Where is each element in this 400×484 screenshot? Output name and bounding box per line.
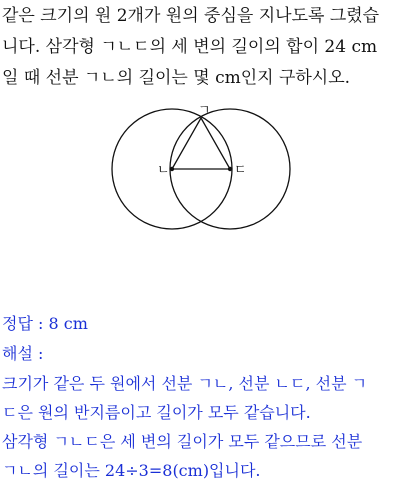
explanation-line-1: 크기가 같은 두 원에서 선분 ㄱㄴ, 선분 ㄴㄷ, 선분 ㄱ bbox=[2, 374, 368, 393]
answer-row bbox=[2, 314, 398, 334]
vertex-label-right: ㄷ bbox=[234, 163, 247, 178]
vertex-label-left: ㄴ bbox=[157, 163, 170, 178]
left-center-dot bbox=[170, 167, 174, 171]
question-line-2: 니다. 삼각형 ㄱㄴㄷ의 세 변의 길이의 합이 24 cm bbox=[2, 37, 378, 57]
explanation-line-4: ㄱㄴ의 길이는 24÷3=8(cm)입니다. bbox=[2, 461, 261, 480]
explanation-line-2: ㄷ은 원의 반지름이고 길이가 모두 같습니다. bbox=[2, 403, 311, 422]
explanation-label: 해설 : bbox=[2, 344, 44, 363]
right-center-dot bbox=[228, 167, 232, 171]
answer-label: 정답 : bbox=[2, 314, 44, 333]
triangle bbox=[172, 118, 230, 169]
explanation-line-3: 삼각형 ㄱㄴㄷ은 세 변의 길이가 모두 같으므로 선분 bbox=[2, 432, 363, 451]
question-line-3: 일 때 선분 ㄱㄴ의 길이는 몇 cm인지 구하시오. bbox=[2, 68, 351, 88]
vertex-label-top: ㄱ bbox=[198, 103, 211, 118]
question-line-1: 같은 크기의 원 2개가 원의 중심을 지나도록 그렸습 bbox=[2, 6, 380, 26]
answer-value: 8 cm bbox=[48, 314, 88, 333]
